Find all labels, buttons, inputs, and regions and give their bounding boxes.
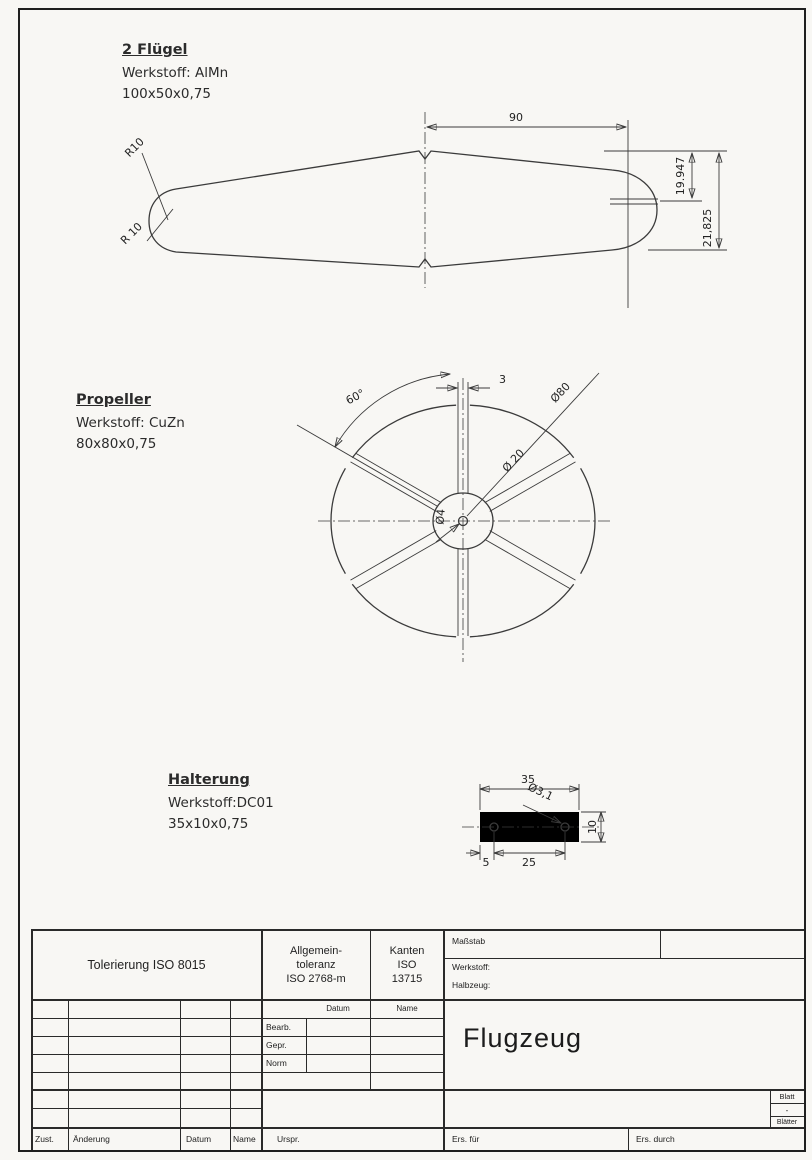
- dim-label-length: 90: [509, 111, 523, 124]
- datum-header: Datum: [326, 1004, 350, 1013]
- massstab-label: Maßstab: [452, 936, 486, 946]
- dim-label-outer-dia: Ø80: [547, 379, 573, 406]
- blatt-label: Blatt: [779, 1092, 795, 1101]
- leader-line: [467, 373, 599, 516]
- drawing-title: Flugzeug: [463, 1023, 583, 1053]
- line: [31, 1054, 444, 1055]
- allgemeintoleranz-cell: [262, 930, 370, 1000]
- datum-label: Datum: [186, 1134, 212, 1144]
- name-label: Name: [233, 1134, 256, 1144]
- zust-label: Zust.: [35, 1134, 54, 1144]
- line: [180, 999, 181, 1150]
- line: [31, 1127, 804, 1129]
- ers-durch-label: Ers. durch: [636, 1134, 675, 1144]
- dim-label-radius-bottom: R 10: [118, 220, 146, 248]
- part-blank-fluegel: 100x50x0,75: [122, 86, 211, 102]
- tolerierung-label: Tolerierung ISO 8015: [87, 958, 206, 972]
- drawing-primitive: [485, 539, 571, 589]
- wing-drawing: [118, 111, 727, 308]
- drawing-primitive: [485, 453, 571, 503]
- dim-label-hole-dia: Ø3,1: [525, 780, 556, 804]
- line: [68, 999, 69, 1150]
- aenderung-label: Änderung: [73, 1134, 110, 1144]
- ers-fuer-label: Ers. für: [452, 1134, 480, 1144]
- line: [31, 1108, 262, 1109]
- tolerierung-cell: [31, 930, 262, 1000]
- line: [230, 999, 231, 1150]
- part-material-halterung: Werkstoff:DC01: [168, 795, 274, 811]
- kanten-line1: Kanten: [389, 944, 425, 957]
- dim-arc-60: [335, 374, 450, 447]
- drawing-primitive: [356, 453, 442, 503]
- allgemeintoleranz-line1: Allgemein-: [290, 944, 342, 957]
- werkstoff-label: Werkstoff:: [452, 962, 490, 972]
- leader-line: [297, 425, 437, 506]
- part-title-halterung: Halterung: [168, 772, 250, 788]
- drawing-primitive: [351, 531, 437, 581]
- norm-label: Norm: [266, 1058, 287, 1068]
- line: [443, 929, 445, 1150]
- line: [628, 1127, 629, 1150]
- line: [31, 1089, 804, 1091]
- dim-label-angle: 60°: [343, 386, 368, 408]
- blatt-value: -: [785, 1105, 789, 1115]
- name-header: Name: [396, 1004, 418, 1013]
- line: [31, 1018, 444, 1019]
- bearb-label: Bearb.: [266, 1022, 292, 1032]
- blaetter-label: Blätter: [776, 1119, 798, 1126]
- propeller-drawing: [297, 373, 612, 662]
- urspr-label: Urspr.: [277, 1134, 300, 1144]
- line: [660, 929, 661, 958]
- wing-outline: [149, 151, 657, 267]
- dim-label-radius-top: R10: [122, 135, 147, 160]
- drawing-primitive: [490, 531, 576, 581]
- dim-label-width: 35: [521, 773, 535, 786]
- line: [31, 1036, 444, 1037]
- dim-label-slot-width: 3: [499, 373, 506, 386]
- line: [444, 958, 804, 959]
- holder-drawing: [462, 773, 606, 869]
- dim-label-hub-dia: Ø 20: [499, 446, 528, 475]
- dim-label-bore-dia: Ø4: [433, 508, 448, 526]
- dim-label-height: 10: [586, 820, 599, 834]
- part-material-fluegel: Werkstoff: AlMn: [122, 65, 229, 81]
- kanten-line3: 13715: [391, 973, 423, 986]
- kanten-cell: [371, 930, 443, 1000]
- leader-line: [142, 153, 168, 220]
- propeller-slot: [485, 531, 576, 589]
- part-blank-halterung: 35x10x0,75: [168, 816, 249, 832]
- allgemeintoleranz-line2: toleranz: [296, 958, 336, 971]
- part-blank-propeller: 80x80x0,75: [76, 436, 157, 452]
- dim-label-height-upper: 19.947: [674, 156, 687, 196]
- leader-line: [436, 524, 459, 542]
- kanten-line2: ISO: [397, 958, 417, 971]
- propeller-slot: [351, 531, 442, 589]
- dim-label-height-lower: 21,825: [701, 208, 714, 248]
- dim-label-edge-offset: 5: [482, 856, 490, 869]
- line: [31, 1072, 444, 1073]
- part-title-propeller: Propeller: [76, 392, 151, 408]
- leader-line: [147, 209, 173, 241]
- gepr-label: Gepr.: [266, 1040, 287, 1050]
- dim-label-hole-pitch: 25: [522, 856, 536, 869]
- drawing-primitive: [356, 539, 442, 589]
- drawing-primitive: [351, 462, 437, 512]
- allgemeintoleranz-line3: ISO 2768-m: [286, 973, 346, 986]
- line: [306, 1018, 307, 1072]
- halbzeug-label: Halbzeug:: [452, 980, 491, 990]
- part-material-propeller: Werkstoff: CuZn: [76, 415, 185, 431]
- part-title-fluegel: 2 Flügel: [122, 42, 188, 58]
